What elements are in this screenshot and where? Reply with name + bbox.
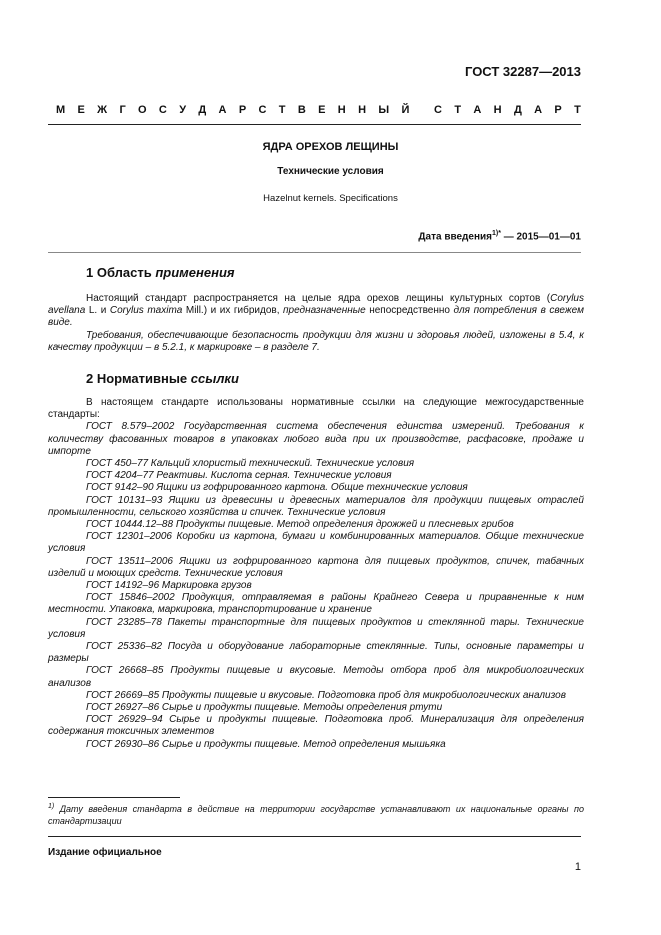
footnote-text: Дату введения стандарта в действие на территории государстве устанавливают их национальные органы по стандартизации (48, 804, 584, 826)
page-number: 1 (574, 861, 581, 873)
footnote-mark: 1) (48, 803, 55, 810)
interstate-letter: У (179, 104, 187, 116)
interstate-letter: Н (493, 104, 502, 116)
interstate-letter: Д (513, 104, 522, 116)
interstate-letter: Р (554, 104, 562, 116)
section-1-title: применения (155, 265, 235, 280)
footer-divider (48, 836, 581, 837)
interstate-letter: А (473, 104, 482, 116)
interstate-standard-heading (56, 104, 581, 116)
normative-reference-item: ГОСТ 14192–96 Маркировка грузов (86, 580, 252, 592)
interstate-letter: Ж (97, 104, 108, 116)
normative-reference-item: ГОСТ 26927–86 Сырье и продукты пищевые. Методы определения ртути (86, 702, 443, 714)
section-1-number: 1 Область (86, 265, 156, 280)
normative-reference-item: ГОСТ 13511–2006 Ящики из гофрированного картона для пищевых продуктов, спичек, табачных изделий и моющих средств. Технические условия (48, 555, 584, 579)
interstate-letter: Н (337, 104, 346, 116)
normative-reference-item: ГОСТ 26929–94 Сырье и продукты пищевые. Подготовка проб. Минерализация для определения содержания токсичных элементов (48, 714, 584, 738)
section-2-intro: В настоящем стандарте использованы нормативные ссылки на следующие межгосударственные стандарты: (48, 397, 584, 421)
normative-reference-item: ГОСТ 10444.12–88 Продукты пищевые. Метод определения дрожжей и плесневых грибов (86, 519, 514, 531)
intro-date-footnote-mark: 1)* (491, 230, 501, 237)
normative-reference-item: ГОСТ 26668–85 Продукты пищевые и вкусовые. Методы отбора проб для микробиологических анализов (48, 665, 584, 689)
interstate-letter: А (218, 104, 227, 116)
interstate-letter: С (158, 104, 167, 116)
interstate-letter: Т (574, 104, 581, 116)
header-divider (48, 124, 581, 125)
interstate-letter: Г (119, 104, 126, 116)
interstate-letter: Е (318, 104, 326, 116)
interstate-letter: М (56, 104, 66, 116)
interstate-letter: Ы (378, 104, 390, 116)
normative-reference-item: ГОСТ 26669–85 Продукты пищевые и вкусовые. Подготовка проб для микробиологических анализов (86, 689, 566, 701)
section-1-paragraph-1: Настоящий стандарт распространяется на целые ядра орехов лещины культурных сортов (Corylus avellana L. и Corylus maxima Mill.) и их гибридов, предназначенные непосредственно для потребления в свежем виде. (48, 293, 584, 329)
document-title: ЯДРА ОРЕХОВ ЛЕЩИНЫ (262, 141, 399, 153)
section-1-heading (86, 265, 235, 280)
document-subtitle: Технические условия (277, 166, 384, 177)
interstate-letter: Д (198, 104, 207, 116)
normative-reference-item: ГОСТ 450–77 Кальций хлористый технический. Технические условия (86, 458, 415, 470)
footnote-divider (48, 797, 180, 798)
interstate-letter: Р (238, 104, 247, 116)
section-1-body (48, 293, 584, 354)
interstate-letter: Т (278, 104, 286, 116)
interstate-letter: С (434, 104, 442, 116)
interstate-letter: А (534, 104, 543, 116)
intro-date-label: Дата введения (418, 231, 492, 243)
normative-reference-item: ГОСТ 25336–82 Посуда и оборудование лабораторные стеклянные. Типы, основные параметры и размеры (48, 641, 584, 665)
interstate-letter: Т (454, 104, 462, 116)
normative-reference-item: ГОСТ 12301–2006 Коробки из картона, бумаги и комбинированных материалов. Общие технические условия (48, 531, 584, 555)
normative-reference-item: ГОСТ 23285–78 Пакеты транспортные для пищевых продуктов и стеклянной тары. Технические условия (48, 616, 584, 640)
section-2-body (48, 397, 584, 751)
normative-reference-item: ГОСТ 4204–77 Реактивы. Кислота серная. Технические условия (86, 470, 392, 482)
interstate-letter: Е (77, 104, 85, 116)
section-2-number: 2 Нормативные (86, 371, 191, 386)
normative-reference-item: ГОСТ 26930–86 Сырье и продукты пищевые. Метод определения мышьяка (86, 738, 446, 750)
interstate-letter: С (258, 104, 267, 116)
normative-references-list (48, 421, 584, 750)
normative-reference-item: ГОСТ 9142–90 Ящики из гофрированного картона. Общие технические условия (86, 482, 468, 494)
gost-number: ГОСТ 32287—2013 (465, 64, 581, 79)
date-divider (48, 252, 581, 253)
normative-reference-item: ГОСТ 8.579–2002 Государственная система обеспечения единства измерений. Требования к количеству фасованных товаров в упаковках любого вида при их производстве, расфасовке, продаже и импорте (48, 421, 584, 457)
intro-date-value: — 2015—01—01 (503, 231, 581, 243)
normative-reference-item: ГОСТ 15846–2002 Продукция, отправляемая в районы Крайнего Севера и приравненные к ним местности. Упаковка, маркировка, транспортирование и хранение (48, 592, 584, 616)
edition-label: Издание официальное (48, 847, 162, 858)
interstate-letter: В (297, 104, 306, 116)
normative-reference-item: ГОСТ 10131–93 Ящики из древесины и древесных материалов для продукции пищевых отраслей промышленности, сельского хозяйства и спичек. Технические условия (48, 494, 584, 518)
english-title: Hazelnut kernels. Specifications (263, 193, 398, 204)
section-1-paragraph-2: Требования, обеспечивающие безопасность продукции для жизни и здоровья людей, изложены в 5.4, к качеству продукции – в 5.2.1, к маркировке – в разделе 7. (48, 329, 584, 353)
footnote (48, 801, 584, 827)
section-2-heading (86, 371, 239, 386)
section-2-title: ссылки (190, 371, 239, 386)
interstate-letter: О (138, 104, 147, 116)
interstate-letter: Й (401, 104, 410, 116)
intro-date (418, 230, 581, 242)
interstate-letter: Н (358, 104, 367, 116)
